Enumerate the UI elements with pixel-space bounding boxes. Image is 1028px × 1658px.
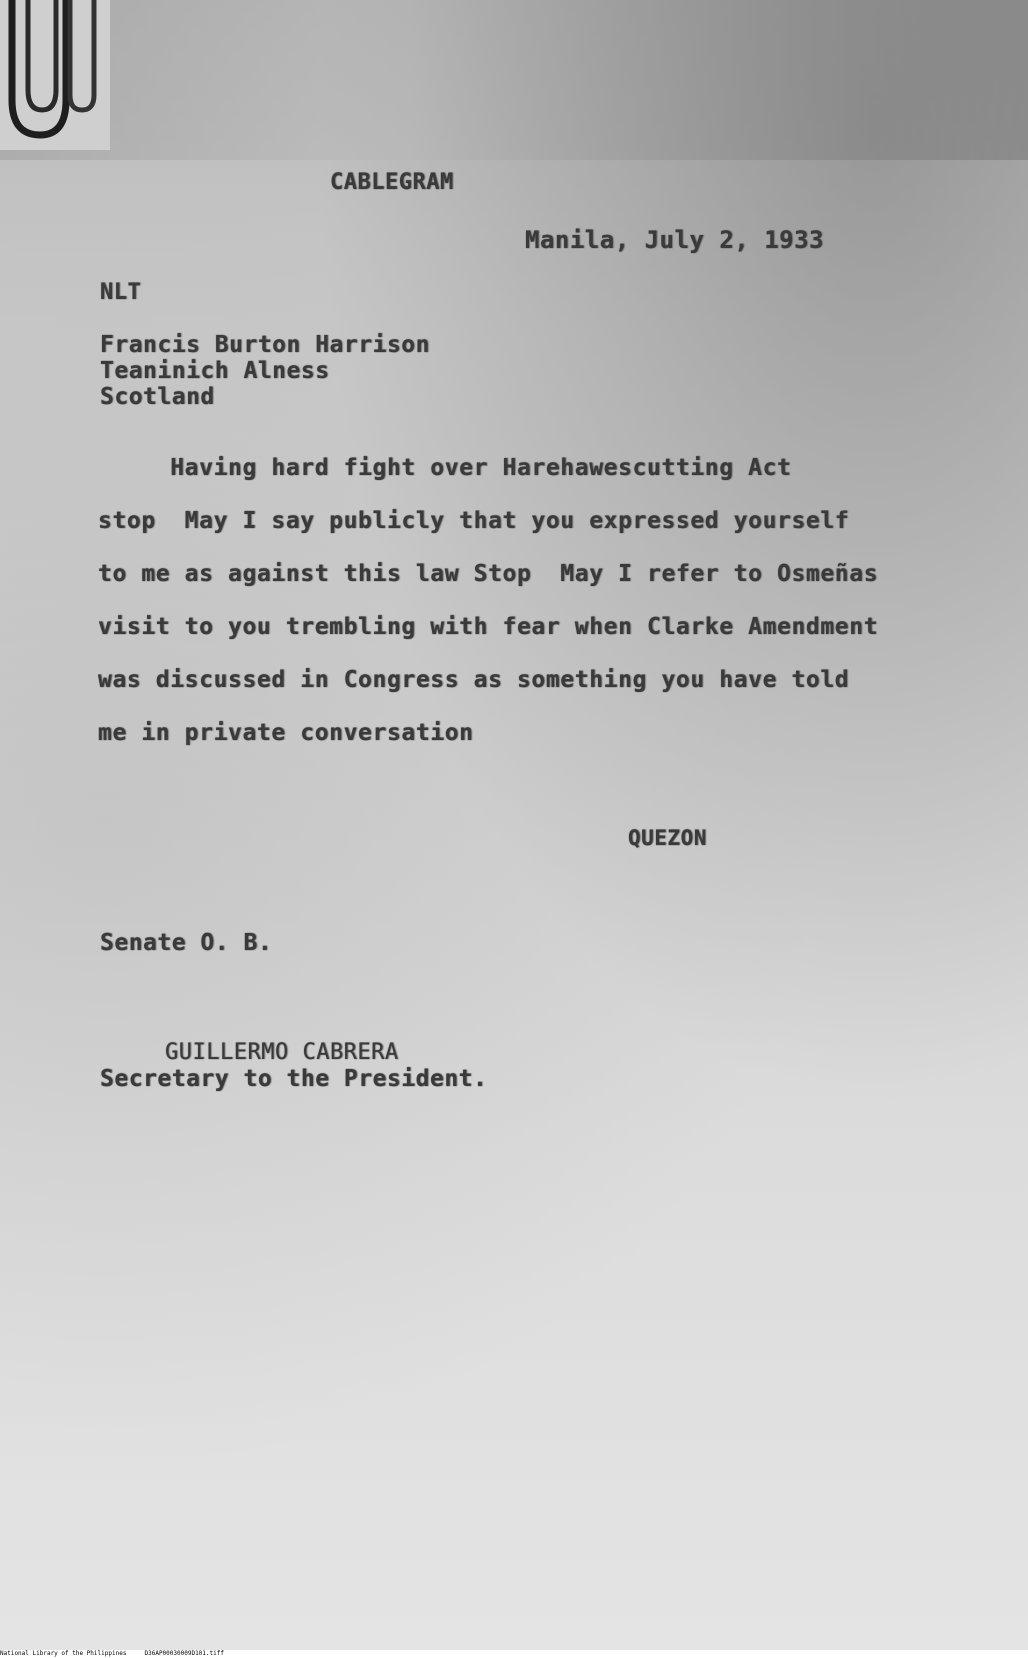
paper-clip-image bbox=[0, 0, 110, 150]
dateline: Manila, July 2, 1933 bbox=[525, 226, 824, 254]
scan-shadow bbox=[0, 0, 1028, 160]
body-line: visit to you trembling with fear when Clarke Amendment bbox=[98, 614, 879, 640]
message-body bbox=[98, 442, 998, 760]
archive-caption: National Library of the Philippines D36AP00030009D101.tiff bbox=[0, 1650, 1028, 1658]
document-heading: CABLEGRAM bbox=[330, 170, 454, 195]
body-line: to me as against this law Stop May I refer to Osmeñas bbox=[98, 561, 879, 587]
sender-signature: QUEZON bbox=[628, 826, 707, 850]
recipient-name: Francis Burton Harrison bbox=[100, 332, 430, 358]
routing-note: Senate O. B. bbox=[100, 930, 273, 956]
body-line: was discussed in Congress as something you have told bbox=[98, 667, 850, 693]
recipient-country: Scotland bbox=[100, 384, 215, 410]
body-line: Having hard fight over Harehawescutting Act bbox=[98, 455, 792, 481]
body-line: stop May I say publicly that you expressed yourself bbox=[98, 508, 850, 534]
secretary-title: Secretary to the President. bbox=[100, 1066, 488, 1092]
body-line: me in private conversation bbox=[98, 720, 474, 746]
message-class-code: NLT bbox=[100, 280, 142, 305]
secretary-name: GUILLERMO CABRERA bbox=[165, 1040, 399, 1065]
recipient-address: Teaninich Alness bbox=[100, 358, 330, 384]
